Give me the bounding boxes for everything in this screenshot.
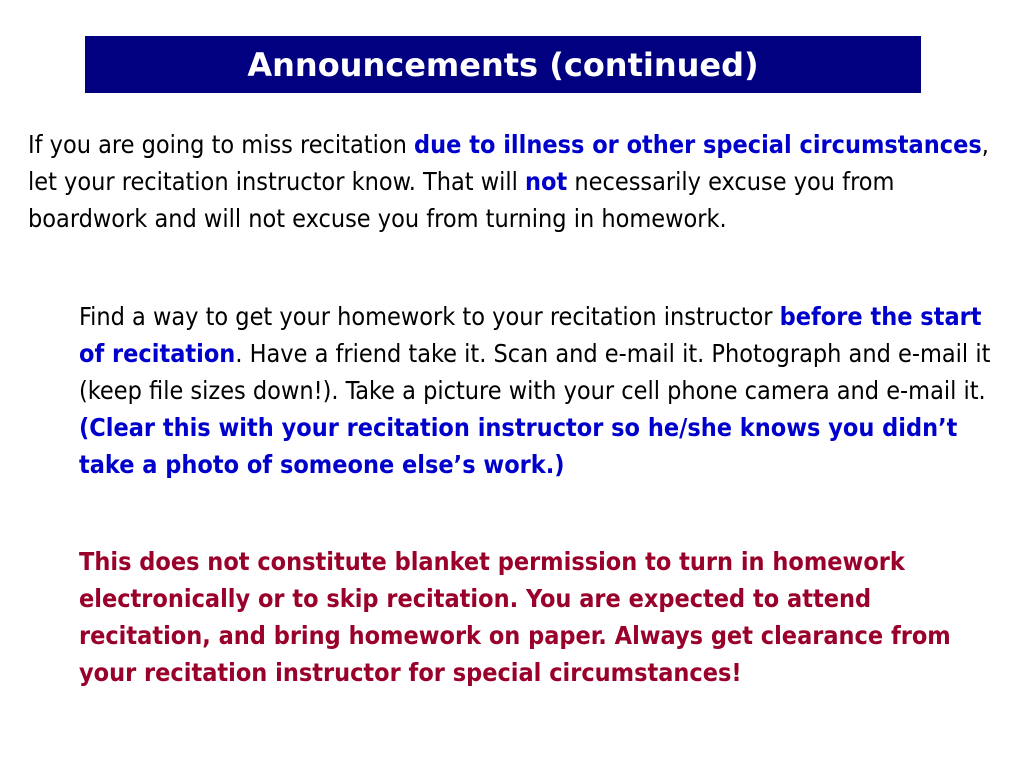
illness-paragraph [28, 126, 998, 237]
title-bar [85, 36, 921, 93]
permission-warning-paragraph: This does not constitute blanket permission to turn in homework electronically or to skip recitation. You are expected to attend recitation, and bring homework on paper. Always get clearance from your recitation instructor for special circumstances! [79, 547, 951, 687]
illness-emphasis-circumstances: due to illness or other special circumstances [414, 130, 982, 159]
illness-text-3: necessarily excuse you from boardwork and will not excuse you from turning in homework. [28, 167, 895, 233]
illness-emphasis-not: not [525, 167, 568, 196]
delivery-emphasis-clear-this: (Clear this with your recitation instructor so he/she knows you didn’t take a photo of someone else’s work.) [79, 413, 958, 479]
homework-delivery-paragraph [79, 298, 999, 483]
illness-text-1: If you are going to miss recitation [28, 130, 414, 159]
slide-title: Announcements (continued) [247, 45, 759, 84]
delivery-emphasis-before-start: before the start of recitation [79, 302, 982, 368]
illness-text-2: , let your recitation instructor know. That will [28, 130, 989, 196]
delivery-text-1: Find a way to get your homework to your recitation instructor [79, 302, 780, 331]
delivery-text-2: . Have a friend take it. Scan and e-mail it. Photograph and e-mail it (keep file sizes down!). Take a picture with your cell phone camera and e-mail it. [79, 339, 991, 405]
